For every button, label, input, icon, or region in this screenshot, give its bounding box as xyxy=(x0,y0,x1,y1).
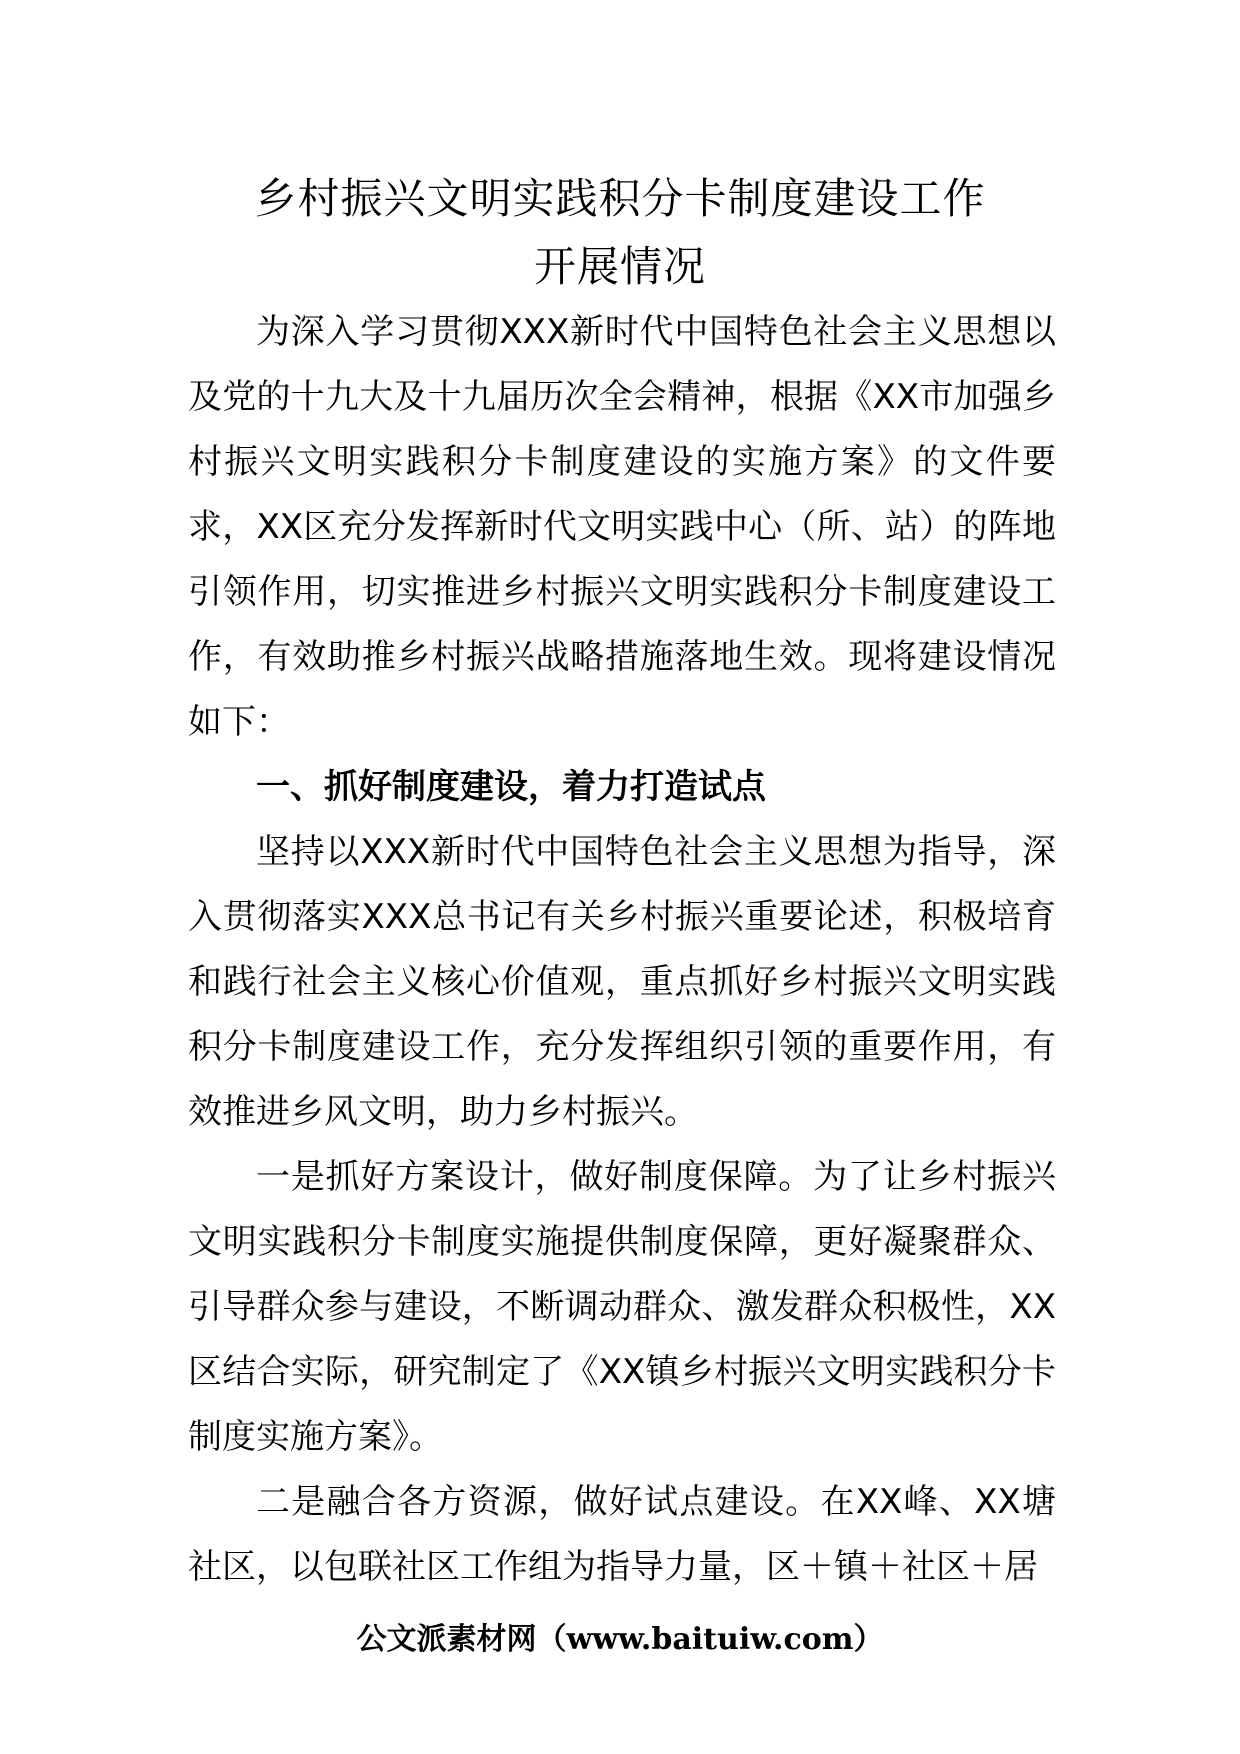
paragraph-point-1: 一是抓好方案设计，做好制度保障。为了让乡村振兴文明实践积分卡制度实施提供制度保障，更好凝聚群众、引导群众参与建设，不断调动群众、激发群众积极性，XX区结合实际，研究制定了《XX镇乡村振兴文明实践积分卡制度实施方案》。 xyxy=(188,1157,1056,1457)
footer-watermark: 公文派素材网（www.baituiw.com） xyxy=(356,1622,884,1657)
section-heading-1: 一、抓好制度建设，着力打造试点 xyxy=(256,767,766,807)
document-body xyxy=(188,300,1056,1600)
paragraph-intro: 为深入学习贯彻XXX新时代中国特色社会主义思想以及党的十九大及十九届历次全会精神，根据《XX市加强乡村振兴文明实践积分卡制度建设的实施方案》的文件要求，XX区充分发挥新时代文明实践中心（所、站）的阵地引领作用，切实推进乡村振兴文明实践积分卡制度建设工作，有效助推乡村振兴战略措施落地生效。现将建设情况如下： xyxy=(188,312,1056,742)
paragraph-point-2: 二是融合各方资源，做好试点建设。在XX峰、XX塘社区，以包联社区工作组为指导力量，区＋镇＋社区＋居 xyxy=(188,1482,1056,1587)
paragraph-section-1: 坚持以XXX新时代中国特色社会主义思想为指导，深入贯彻落实XXX总书记有关乡村振兴重要论述，积极培育和践行社会主义核心价值观，重点抓好乡村振兴文明实践积分卡制度建设工作，充分发挥组织引领的重要作用，有效推进乡风文明，助力乡村振兴。 xyxy=(188,832,1056,1132)
document-title-line-2: 开展情况 xyxy=(533,242,706,291)
document-title-line-1: 乡村振兴文明实践积分卡制度建设工作 xyxy=(254,174,986,223)
